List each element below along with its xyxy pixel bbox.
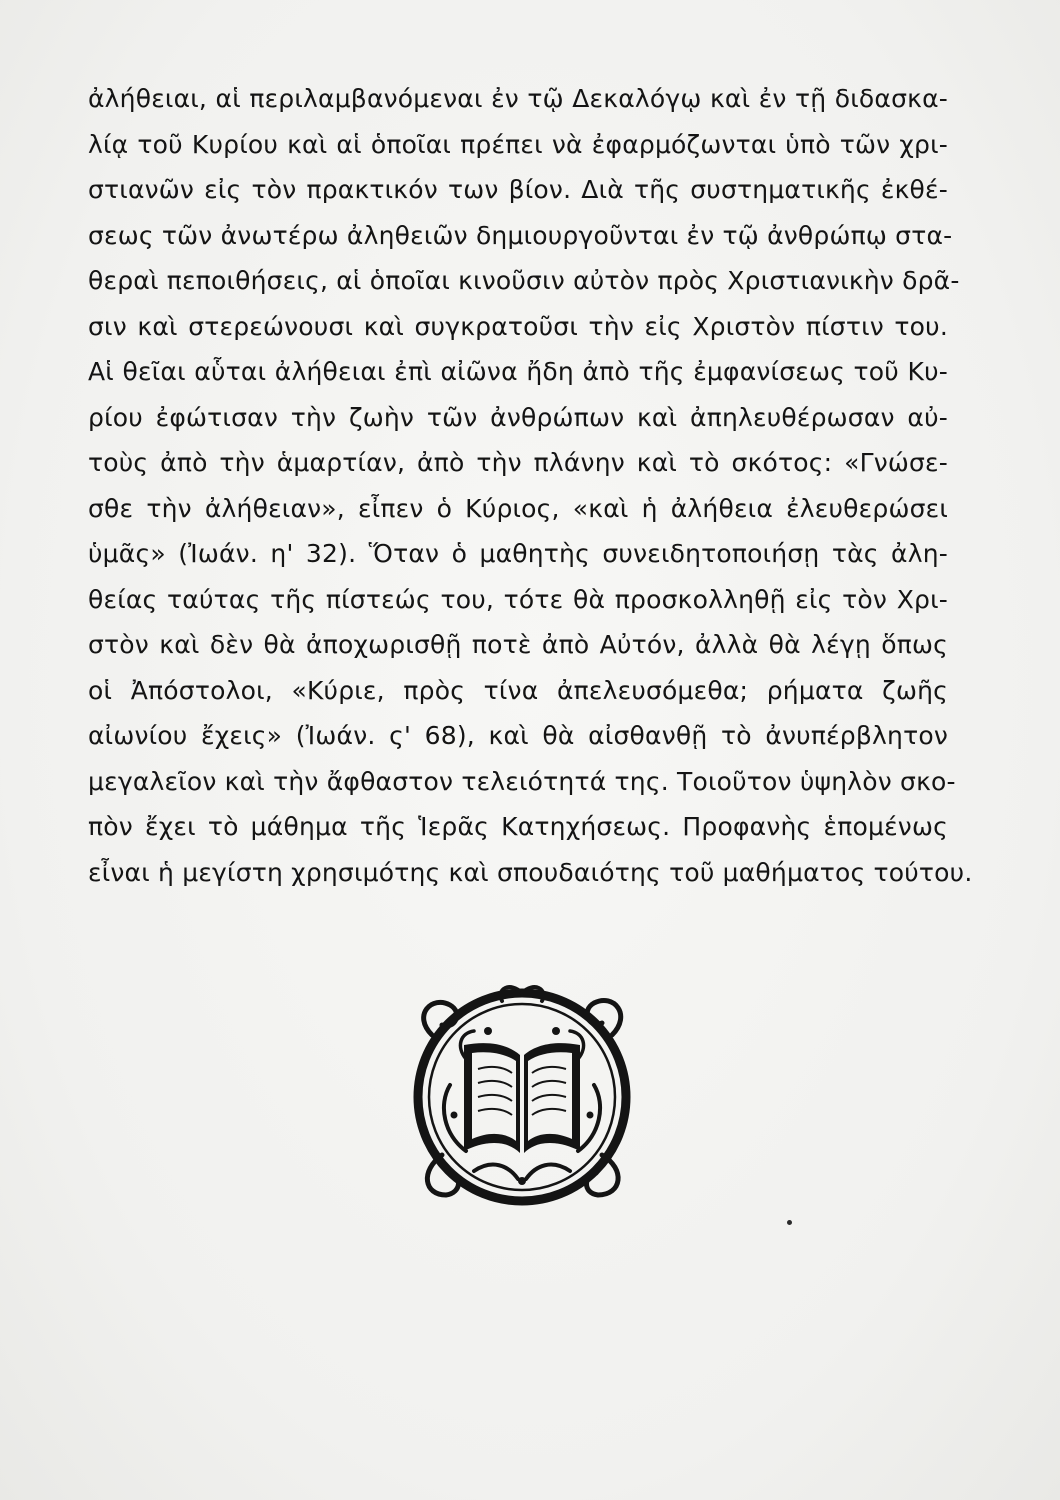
text-line: σθε τὴν ἀλήθειαν», εἶπεν ὁ Κύριος, «καὶ ἡ ἀλήθεια ἐλευθερώσει bbox=[88, 493, 948, 523]
text-line: στὸν καὶ δὲν θὰ ἀποχωρισθῇ ποτὲ ἀπὸ Αὐτόν, ἀλλὰ θὰ λέγῃ ὅπως bbox=[88, 630, 948, 659]
text-line: ἀλήθειαι, αἱ περιλαμβανόμεναι ἐν τῷ Δεκαλόγῳ καὶ ἐν τῇ διδασκα- bbox=[88, 84, 948, 113]
text-line: στιανῶν εἰς τὸν πρακτικόν των βίον. Διὰ τῆς συστηματικῆς ἐκθέ- bbox=[88, 175, 948, 204]
text-line: θεραὶ πεποιθήσεις, αἱ ὁποῖαι κινοῦσιν αὐτὸν πρὸς Χριστιανικὴν δρᾶ- bbox=[88, 266, 960, 295]
text-line: σιν καὶ στερεώνουσι καὶ συγκρατοῦσι τὴν εἰς Χριστὸν πίστιν του. bbox=[88, 311, 948, 341]
text-line: λίᾳ τοῦ Κυρίου καὶ αἱ ὁποῖαι πρέπει νὰ ἐφαρμόζωνται ὑπὸ τῶν χρι- bbox=[88, 129, 948, 159]
text-line: τοὺς ἀπὸ τὴν ἁμαρτίαν, ἀπὸ τὴν πλάνην καὶ τὸ σκότος: «Γνώσε- bbox=[88, 448, 948, 477]
text-line: εἶναι ἡ μεγίστη χρησιμότης καὶ σπουδαιότης τοῦ μαθήματος τούτου. bbox=[88, 857, 973, 887]
text-line: πὸν ἔχει τὸ μάθημα τῆς Ἱερᾶς Κατηχήσεως. Προφανὴς ἑπομένως bbox=[88, 812, 948, 841]
text-line: θείας ταύτας τῆς πίστεώς του, τότε θὰ προσκολληθῇ εἰς τὸν Χρι- bbox=[88, 584, 948, 614]
text-line: μεγαλεῖον καὶ τὴν ἄφθαστον τελειότητά της. Τοιοῦτον ὑψηλὸν σκο- bbox=[88, 766, 956, 796]
text-line: αἰωνίου ἔχεις» (Ἰωάν. ς' 68), καὶ θὰ αἰσθανθῇ τὸ ἀνυπέρβλητον bbox=[88, 721, 948, 750]
text-line: Αἱ θεῖαι αὗται ἀλήθειαι ἐπὶ αἰῶνα ἤδη ἀπὸ τῆς ἐμφανίσεως τοῦ Κυ- bbox=[88, 357, 948, 386]
text-line: οἱ Ἀπόστολοι, «Κύριε, πρὸς τίνα ἀπελευσόμεθα; ρήματα ζωῆς bbox=[88, 675, 948, 705]
text-line: ρίου ἐφώτισαν τὴν ζωὴν τῶν ἀνθρώπων καὶ ἀπηλευθέρωσαν αὐ- bbox=[88, 402, 948, 432]
text-line: ὑμᾶς» (Ἰωάν. η' 32). Ὅταν ὁ μαθητὴς συνειδητοποιήσῃ τὰς ἀλη- bbox=[88, 539, 948, 568]
text-line: σεως τῶν ἀνωτέρω ἀληθειῶν δημιουργοῦνται ἐν τῷ ἀνθρώπῳ στα- bbox=[88, 220, 953, 250]
open-book-icon bbox=[402, 975, 642, 1215]
body-text bbox=[88, 76, 973, 895]
ink-dot bbox=[787, 1220, 792, 1225]
